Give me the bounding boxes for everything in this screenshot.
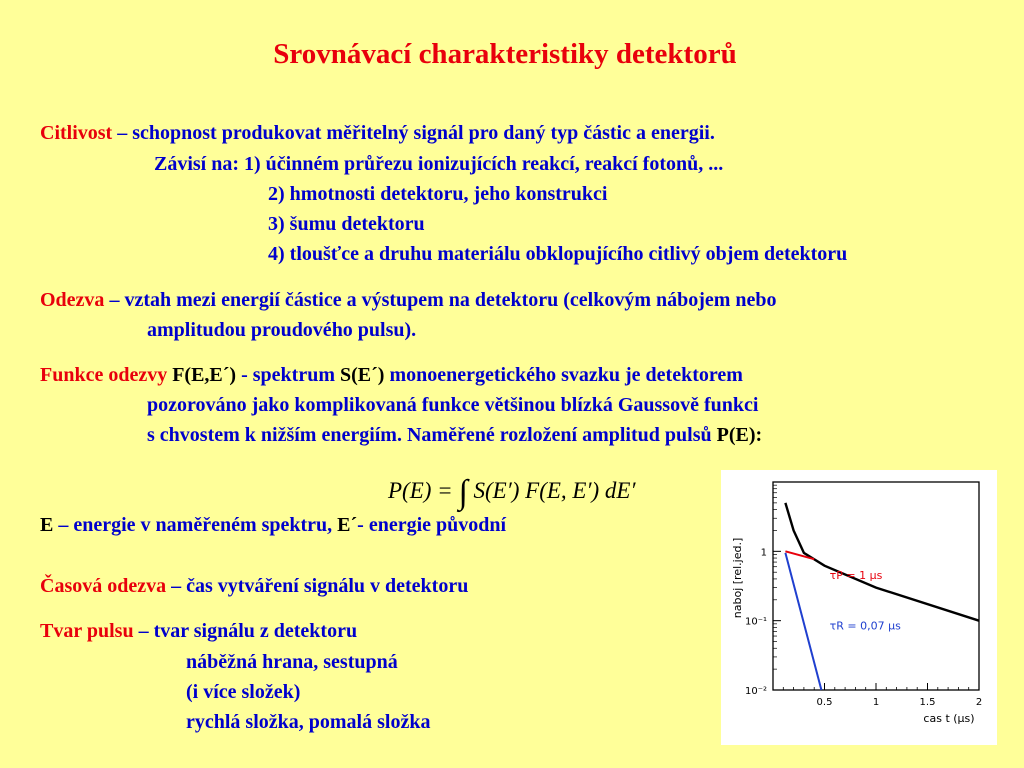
x-tick-label: 2 (975, 697, 983, 708)
odezva-definition: – vztah mezi energií částice a výstupem na detektoru (celkovým nábojem nebo (104, 289, 777, 311)
curve-annotation: τR = 0,07 μs (829, 619, 901, 633)
e2-symbol: E´ (337, 514, 358, 536)
funkce-odezvy-line2: pozorováno jako komplikovaná funkce většinou blízká Gaussově funkci (147, 394, 759, 416)
series-line-total (785, 503, 979, 621)
y-tick-label: 10⁻¹ (744, 616, 767, 628)
x-axis-label: cas t (μs) (923, 712, 975, 725)
funkce-odezvy-line (40, 364, 743, 387)
casova-odezva-definition: – čas vytváření signálu v detektoru (166, 575, 469, 597)
funkce-odezvy-part1: - spektrum (236, 364, 340, 386)
casova-odezva-line (40, 575, 468, 598)
slide-title: Srovnávací charakteristiky detektorů (273, 38, 737, 70)
x-tick-label: 0.5 (816, 697, 833, 708)
formula-rhs: S(E′) F(E, E′) dE′ (467, 478, 636, 503)
funkce-odezvy-part2: monoenergetického svazku je detektorem (384, 364, 743, 386)
casova-odezva-term: Časová odezva (40, 575, 167, 597)
odezva-term: Odezva (40, 289, 105, 311)
citlivost-item-2: 2) hmotnosti detektoru, jeho konstrukci (268, 183, 608, 205)
energie-part1: – energie v naměřeném spektru, (53, 514, 338, 536)
x-tick-label: 1.5 (919, 697, 936, 708)
tvar-pulsu-line4: rychlá složka, pomalá složka (186, 711, 431, 733)
citlivost-line (40, 122, 715, 145)
citlivost-definition: – schopnost produkovat měřitelný signál pro daný typ částic a energii. (112, 122, 715, 144)
energie-line (40, 514, 506, 537)
tvar-pulsu-line2: náběžná hrana, sestupná (186, 651, 398, 673)
tvar-pulsu-line (40, 620, 357, 643)
funkce-odezvy-line3-text: s chvostem k nižším energiím. Naměřené rozložení amplitud pulsů (147, 424, 717, 446)
x-tick-label: 1 (872, 697, 880, 708)
formula-lhs: P(E) = (388, 478, 459, 503)
funkce-odezvy-term: Funkce odezvy (40, 364, 168, 386)
odezva-line (40, 289, 777, 312)
y-tick-label: 1 (760, 547, 767, 559)
energie-part2: - energie původní (357, 514, 507, 536)
curve-annotation: τP = 1 μs (829, 568, 883, 582)
series-line-fast (785, 553, 821, 690)
funkce-odezvy-line3 (147, 424, 762, 447)
odezva-continuation: amplitudou proudového pulsu). (147, 319, 417, 341)
pulse-shape-chart (721, 470, 997, 745)
s-symbol: S(E´) (340, 364, 385, 386)
citlivost-depends: Závisí na: 1) účinném průřezu ionizujících reakcí, reakcí fotonů, ... (154, 153, 724, 175)
p-symbol: P(E): (716, 424, 763, 446)
integral-sign: ∫ (458, 474, 468, 511)
citlivost-item-4: 4) tloušťce a druhu materiálu obklopujícího citlivý objem detektoru (268, 243, 848, 265)
f-symbol: F(E,E´) (167, 364, 237, 386)
y-axis-label: naboj [rel.jed.] (731, 537, 744, 619)
response-formula (388, 474, 636, 512)
y-tick-label: 10⁻² (744, 686, 767, 697)
tvar-pulsu-line3: (i více složek) (186, 681, 301, 703)
chart-svg (721, 470, 997, 745)
citlivost-term: Citlivost (40, 122, 113, 144)
tvar-pulsu-term: Tvar pulsu (40, 620, 134, 642)
citlivost-item-3: 3) šumu detektoru (268, 213, 425, 235)
plot-frame (773, 482, 979, 690)
e-symbol: E (40, 514, 54, 536)
tvar-pulsu-definition: – tvar signálu z detektoru (133, 620, 358, 642)
